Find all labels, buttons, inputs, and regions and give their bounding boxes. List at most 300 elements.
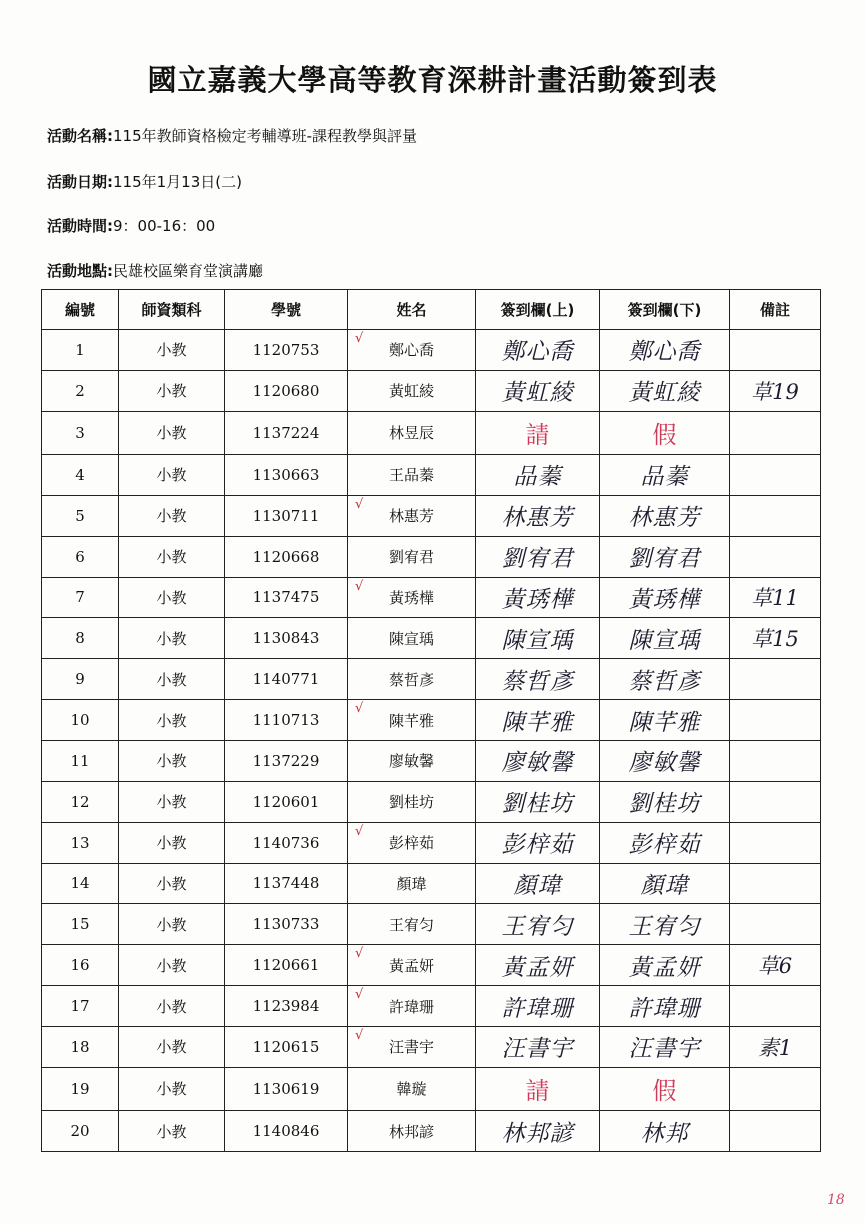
row-category-cell xyxy=(119,536,225,577)
row-sign-am-cell xyxy=(476,495,600,536)
row-number-cell xyxy=(42,700,119,741)
row-number: 12 xyxy=(70,792,90,811)
header-sign-pm: 簽到欄(下) xyxy=(600,290,730,330)
row-sign-pm: 假 xyxy=(652,421,677,450)
row-sign-am-cell xyxy=(476,659,600,700)
row-number-cell xyxy=(42,904,119,945)
table-header-row xyxy=(42,290,821,330)
row-remark-cell xyxy=(730,781,821,822)
row-number-cell xyxy=(42,1067,119,1110)
table-row xyxy=(42,1027,821,1068)
row-remark-cell xyxy=(730,986,821,1027)
row-name: 韓璇 xyxy=(396,1080,427,1099)
activity-time-label: 活動時間: xyxy=(47,217,113,235)
row-sign-am: 王宥匀 xyxy=(501,913,574,940)
row-sign-am: 汪書宇 xyxy=(501,1036,574,1063)
row-number: 9 xyxy=(75,670,85,689)
row-number-cell xyxy=(42,659,119,700)
row-sign-am: 彭梓茹 xyxy=(501,832,574,859)
row-sign-am: 廖敏馨 xyxy=(501,750,574,777)
row-sign-pm: 顏瑋 xyxy=(640,872,689,899)
row-category: 小教 xyxy=(156,341,187,360)
row-number-cell xyxy=(42,740,119,781)
row-sign-pm-cell xyxy=(600,411,730,454)
row-category: 小教 xyxy=(156,874,187,893)
row-name-cell xyxy=(348,370,476,411)
row-number: 5 xyxy=(75,506,85,525)
row-sign-am-cell xyxy=(476,863,600,904)
row-category: 小教 xyxy=(156,956,187,975)
row-student-id: 1120661 xyxy=(252,956,320,975)
row-category-cell xyxy=(119,700,225,741)
row-sign-pm: 許瑋珊 xyxy=(628,995,701,1022)
row-sign-pm: 王宥匀 xyxy=(628,913,701,940)
table-row xyxy=(42,781,821,822)
header-category: 師資類科 xyxy=(119,290,225,330)
table-row xyxy=(42,986,821,1027)
row-category-cell xyxy=(119,986,225,1027)
row-name-cell xyxy=(348,454,476,495)
row-sign-pm: 品蓁 xyxy=(640,464,689,491)
row-sign-pm: 陳芊雅 xyxy=(628,709,701,736)
row-student-id-cell xyxy=(225,1067,348,1110)
row-number-cell xyxy=(42,454,119,495)
check-mark-icon: √ xyxy=(355,578,364,594)
row-student-id-cell xyxy=(225,904,348,945)
table-row xyxy=(42,945,821,986)
row-name: 汪書宇 xyxy=(388,1038,434,1057)
row-sign-pm: 假 xyxy=(652,1077,677,1106)
row-name: 黃琇樺 xyxy=(388,588,434,607)
row-category: 小教 xyxy=(156,382,187,401)
row-student-id-cell xyxy=(225,411,348,454)
row-name-cell xyxy=(348,577,476,618)
row-number: 3 xyxy=(75,423,85,442)
row-category-cell xyxy=(119,618,225,659)
row-remark-cell xyxy=(730,330,821,371)
row-sign-am: 鄭心喬 xyxy=(501,339,574,366)
row-name: 劉宥君 xyxy=(388,548,434,567)
row-category: 小教 xyxy=(156,1038,187,1057)
row-category: 小教 xyxy=(156,915,187,934)
row-remark: 素1 xyxy=(757,1035,793,1060)
row-number-cell xyxy=(42,781,119,822)
row-student-id: 1120680 xyxy=(252,381,320,400)
row-student-id-cell xyxy=(225,863,348,904)
activity-place-label: 活動地點: xyxy=(47,262,113,280)
row-sign-am-cell xyxy=(476,700,600,741)
check-mark-icon: √ xyxy=(355,987,364,1003)
row-student-id-cell xyxy=(225,740,348,781)
row-remark-cell xyxy=(730,1067,821,1110)
activity-place xyxy=(47,260,263,281)
row-category-cell xyxy=(119,577,225,618)
row-name: 許瑋珊 xyxy=(388,997,434,1016)
row-student-id: 1140771 xyxy=(252,670,320,689)
row-remark-cell xyxy=(730,700,821,741)
row-sign-pm: 劉桂坊 xyxy=(628,791,701,818)
row-name-cell xyxy=(348,659,476,700)
row-number: 16 xyxy=(70,956,90,975)
header-name: 姓名 xyxy=(348,290,476,330)
row-name-cell xyxy=(348,904,476,945)
row-name-cell xyxy=(348,618,476,659)
row-name: 廖敏馨 xyxy=(388,752,434,771)
row-number: 19 xyxy=(70,1079,90,1098)
row-category-cell xyxy=(119,1027,225,1068)
row-remark: 草11 xyxy=(751,586,799,611)
row-sign-am: 請 xyxy=(525,1077,550,1106)
row-category-cell xyxy=(119,1067,225,1110)
row-sign-am: 陳宣瑀 xyxy=(501,627,574,654)
row-sign-pm-cell xyxy=(600,495,730,536)
row-student-id-cell xyxy=(225,822,348,863)
row-remark-cell xyxy=(730,1111,821,1152)
header-student-id: 學號 xyxy=(225,290,348,330)
row-student-id-cell xyxy=(225,536,348,577)
row-number-cell xyxy=(42,536,119,577)
row-name-cell xyxy=(348,1067,476,1110)
row-number: 14 xyxy=(70,874,90,893)
row-number-cell xyxy=(42,495,119,536)
row-student-id: 1120615 xyxy=(252,1037,320,1056)
row-name: 黃孟妍 xyxy=(388,956,434,975)
table-row xyxy=(42,700,821,741)
row-sign-am: 黃孟妍 xyxy=(501,954,574,981)
row-sign-am-cell xyxy=(476,1067,600,1110)
row-student-id-cell xyxy=(225,986,348,1027)
row-name-cell xyxy=(348,330,476,371)
row-name: 林昱辰 xyxy=(388,424,434,443)
row-student-id: 1140736 xyxy=(252,833,320,852)
row-student-id: 1110713 xyxy=(252,711,320,730)
row-sign-pm: 廖敏馨 xyxy=(628,750,701,777)
row-category-cell xyxy=(119,822,225,863)
row-sign-pm-cell xyxy=(600,700,730,741)
row-student-id-cell xyxy=(225,370,348,411)
row-sign-am: 許瑋珊 xyxy=(501,995,574,1022)
row-category: 小教 xyxy=(156,588,187,607)
row-number: 17 xyxy=(70,997,90,1016)
row-sign-am: 黃琇樺 xyxy=(501,586,574,613)
row-student-id: 1120601 xyxy=(252,792,320,811)
row-sign-pm: 林邦 xyxy=(640,1120,689,1147)
row-category: 小教 xyxy=(156,670,187,689)
row-category: 小教 xyxy=(156,711,187,730)
row-sign-am-cell xyxy=(476,618,600,659)
row-number-cell xyxy=(42,618,119,659)
row-sign-am: 顏瑋 xyxy=(513,872,562,899)
row-student-id: 1137475 xyxy=(252,588,320,607)
table-row xyxy=(42,863,821,904)
row-student-id: 1130663 xyxy=(252,465,320,484)
row-number-cell xyxy=(42,577,119,618)
row-category-cell xyxy=(119,740,225,781)
row-sign-pm-cell xyxy=(600,822,730,863)
row-number-cell xyxy=(42,1027,119,1068)
row-category: 小教 xyxy=(156,1122,187,1141)
row-number-cell xyxy=(42,370,119,411)
table-row xyxy=(42,740,821,781)
row-name: 王宥匀 xyxy=(388,915,434,934)
row-name: 王品蓁 xyxy=(388,466,434,485)
row-student-id: 1123984 xyxy=(252,997,320,1016)
row-sign-pm-cell xyxy=(600,330,730,371)
row-name-cell xyxy=(348,945,476,986)
row-sign-am-cell xyxy=(476,740,600,781)
row-sign-pm: 黃虹綾 xyxy=(628,380,701,407)
row-category: 小教 xyxy=(156,1080,187,1099)
row-name: 林邦諺 xyxy=(388,1122,434,1141)
row-remark-cell xyxy=(730,740,821,781)
row-number-cell xyxy=(42,1111,119,1152)
row-category: 小教 xyxy=(156,548,187,567)
row-sign-pm-cell xyxy=(600,986,730,1027)
row-name: 林惠芳 xyxy=(388,507,434,526)
row-sign-am-cell xyxy=(476,536,600,577)
row-student-id-cell xyxy=(225,659,348,700)
row-sign-pm: 黃琇樺 xyxy=(628,586,701,613)
row-sign-pm-cell xyxy=(600,659,730,700)
row-name: 黃虹綾 xyxy=(388,382,434,401)
table-row xyxy=(42,454,821,495)
row-category: 小教 xyxy=(156,424,187,443)
table-row xyxy=(42,370,821,411)
row-student-id-cell xyxy=(225,781,348,822)
row-name: 彭梓茹 xyxy=(388,834,434,853)
row-category-cell xyxy=(119,454,225,495)
row-remark-cell xyxy=(730,577,821,618)
row-student-id: 1137448 xyxy=(252,874,320,893)
row-student-id: 1137224 xyxy=(252,423,320,442)
row-remark-cell xyxy=(730,370,821,411)
row-name: 蔡哲彥 xyxy=(388,670,434,689)
row-name-cell xyxy=(348,781,476,822)
row-name-cell xyxy=(348,740,476,781)
row-remark-cell xyxy=(730,495,821,536)
row-sign-pm: 汪書宇 xyxy=(628,1036,701,1063)
row-number-cell xyxy=(42,863,119,904)
row-student-id-cell xyxy=(225,577,348,618)
row-sign-pm: 蔡哲彥 xyxy=(628,668,701,695)
row-name: 陳芊雅 xyxy=(388,711,434,730)
row-student-id-cell xyxy=(225,618,348,659)
table-row xyxy=(42,330,821,371)
row-number-cell xyxy=(42,330,119,371)
row-sign-pm-cell xyxy=(600,781,730,822)
row-remark-cell xyxy=(730,1027,821,1068)
row-sign-pm-cell xyxy=(600,370,730,411)
row-sign-am: 請 xyxy=(525,421,550,450)
row-sign-pm-cell xyxy=(600,536,730,577)
row-sign-am-cell xyxy=(476,411,600,454)
row-number: 13 xyxy=(70,833,90,852)
row-number: 2 xyxy=(75,381,85,400)
row-number-cell xyxy=(42,411,119,454)
row-name: 顏瑋 xyxy=(396,874,427,893)
row-remark-cell xyxy=(730,536,821,577)
row-number: 7 xyxy=(75,588,85,607)
row-name-cell xyxy=(348,536,476,577)
row-number-cell xyxy=(42,986,119,1027)
row-category: 小教 xyxy=(156,834,187,853)
row-sign-pm-cell xyxy=(600,618,730,659)
row-category-cell xyxy=(119,1111,225,1152)
row-number-cell xyxy=(42,945,119,986)
activity-name-value: 115年教師資格檢定考輔導班-課程教學與評量 xyxy=(113,127,418,145)
row-sign-pm: 陳宣瑀 xyxy=(628,627,701,654)
row-number: 6 xyxy=(75,547,85,566)
row-sign-am: 劉桂坊 xyxy=(501,791,574,818)
table-row xyxy=(42,536,821,577)
row-remark-cell xyxy=(730,822,821,863)
row-sign-pm-cell xyxy=(600,1111,730,1152)
table-row xyxy=(42,659,821,700)
row-category-cell xyxy=(119,411,225,454)
row-remark-cell xyxy=(730,945,821,986)
row-sign-am-cell xyxy=(476,577,600,618)
table-row xyxy=(42,1111,821,1152)
page-number: 18 xyxy=(827,1192,845,1208)
row-sign-am-cell xyxy=(476,1027,600,1068)
row-number: 10 xyxy=(70,711,90,730)
row-student-id: 1130733 xyxy=(252,915,320,934)
row-category-cell xyxy=(119,945,225,986)
check-mark-icon: √ xyxy=(355,701,364,717)
row-sign-pm: 黃孟妍 xyxy=(628,954,701,981)
row-name: 陳宣瑀 xyxy=(388,629,434,648)
row-student-id: 1130843 xyxy=(252,629,320,648)
table-row xyxy=(42,411,821,454)
row-remark: 草6 xyxy=(757,954,793,979)
row-number: 11 xyxy=(70,751,90,770)
row-student-id-cell xyxy=(225,945,348,986)
row-number: 20 xyxy=(70,1122,90,1141)
row-sign-am-cell xyxy=(476,904,600,945)
row-student-id-cell xyxy=(225,454,348,495)
row-sign-pm-cell xyxy=(600,1027,730,1068)
activity-date-label: 活動日期: xyxy=(47,173,113,191)
row-sign-pm: 彭梓茹 xyxy=(628,832,701,859)
activity-name-label: 活動名稱: xyxy=(47,127,113,145)
row-sign-am: 陳芊雅 xyxy=(501,709,574,736)
row-remark-cell xyxy=(730,411,821,454)
activity-date-value: 115年1月13日(二) xyxy=(113,173,242,191)
activity-place-value: 民雄校區樂育堂演講廳 xyxy=(113,262,264,280)
row-category-cell xyxy=(119,330,225,371)
table-row xyxy=(42,618,821,659)
row-name-cell xyxy=(348,1027,476,1068)
row-sign-am-cell xyxy=(476,986,600,1027)
row-remark-cell xyxy=(730,863,821,904)
row-student-id-cell xyxy=(225,330,348,371)
row-remark-cell xyxy=(730,454,821,495)
row-student-id: 1120668 xyxy=(252,547,320,566)
row-category: 小教 xyxy=(156,629,187,648)
row-student-id: 1130711 xyxy=(252,506,320,525)
page-title: 國立嘉義大學高等教育深耕計畫活動簽到表 xyxy=(147,63,718,97)
row-sign-am: 林惠芳 xyxy=(501,505,574,532)
check-mark-icon: √ xyxy=(355,823,364,839)
check-mark-icon: √ xyxy=(355,331,364,346)
row-student-id: 1130619 xyxy=(252,1079,320,1098)
row-category-cell xyxy=(119,495,225,536)
row-category: 小教 xyxy=(156,507,187,526)
row-remark: 草19 xyxy=(751,379,799,404)
row-number: 1 xyxy=(75,340,85,359)
row-category-cell xyxy=(119,904,225,945)
row-category: 小教 xyxy=(156,997,187,1016)
table-row xyxy=(42,495,821,536)
row-name: 劉桂坊 xyxy=(388,793,434,812)
row-category-cell xyxy=(119,863,225,904)
table-row xyxy=(42,1067,821,1110)
row-student-id-cell xyxy=(225,700,348,741)
activity-time xyxy=(47,215,215,236)
row-sign-am: 林邦諺 xyxy=(501,1120,574,1147)
header-number: 編號 xyxy=(42,290,119,330)
table-row xyxy=(42,822,821,863)
row-number-cell xyxy=(42,822,119,863)
row-remark-cell xyxy=(730,659,821,700)
row-remark-cell xyxy=(730,618,821,659)
row-student-id-cell xyxy=(225,1027,348,1068)
row-name-cell xyxy=(348,1111,476,1152)
row-category-cell xyxy=(119,370,225,411)
header-remark: 備註 xyxy=(730,290,821,330)
row-number: 4 xyxy=(75,465,85,484)
row-student-id-cell xyxy=(225,495,348,536)
row-sign-pm-cell xyxy=(600,945,730,986)
row-name-cell xyxy=(348,822,476,863)
row-sign-am-cell xyxy=(476,945,600,986)
activity-name xyxy=(47,125,417,146)
row-sign-pm: 劉宥君 xyxy=(628,546,701,573)
check-mark-icon: √ xyxy=(355,496,364,512)
row-sign-am-cell xyxy=(476,370,600,411)
row-name-cell xyxy=(348,986,476,1027)
row-category: 小教 xyxy=(156,793,187,812)
check-mark-icon: √ xyxy=(355,946,364,962)
row-number: 8 xyxy=(75,629,85,648)
row-sign-am-cell xyxy=(476,1111,600,1152)
row-category-cell xyxy=(119,781,225,822)
row-sign-pm-cell xyxy=(600,740,730,781)
row-student-id: 1137229 xyxy=(252,751,320,770)
sign-in-table xyxy=(41,289,821,1152)
row-sign-am: 品蓁 xyxy=(513,464,562,491)
row-category: 小教 xyxy=(156,752,187,771)
table-row xyxy=(42,904,821,945)
row-student-id-cell xyxy=(225,1111,348,1152)
row-sign-am-cell xyxy=(476,822,600,863)
row-sign-pm-cell xyxy=(600,904,730,945)
row-sign-am: 黃虹綾 xyxy=(501,380,574,407)
activity-date xyxy=(47,171,242,192)
row-sign-pm-cell xyxy=(600,863,730,904)
row-sign-pm-cell xyxy=(600,454,730,495)
row-name-cell xyxy=(348,411,476,454)
row-category-cell xyxy=(119,659,225,700)
row-remark-cell xyxy=(730,904,821,945)
row-number: 18 xyxy=(70,1037,90,1056)
row-student-id: 1120753 xyxy=(252,340,320,359)
row-name: 鄭心喬 xyxy=(388,341,434,360)
check-mark-icon: √ xyxy=(355,1028,364,1043)
row-number: 15 xyxy=(70,915,90,934)
row-remark: 草15 xyxy=(751,627,799,652)
row-sign-pm-cell xyxy=(600,1067,730,1110)
